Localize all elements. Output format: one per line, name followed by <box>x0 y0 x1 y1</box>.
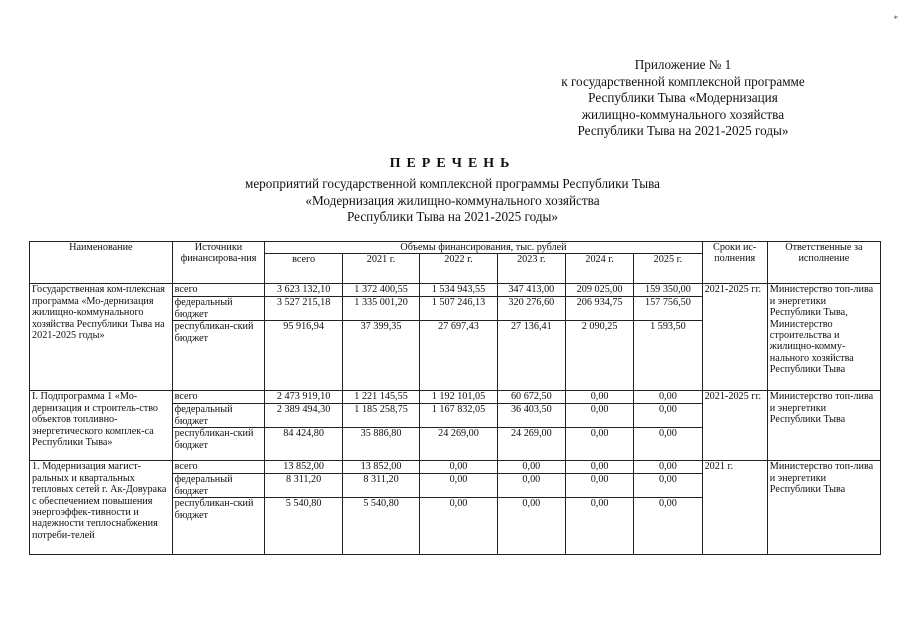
appendix-line: жилищно-коммунального хозяйства <box>581 106 785 122</box>
header-total: всего <box>265 254 342 284</box>
value-cell-year: 24 269,00 <box>497 428 565 461</box>
value-cell-year: 320 276,60 <box>497 297 565 321</box>
subtitle-line: Республики Тыва на 2021-2025 годы» <box>346 209 559 224</box>
value-cell-year: 13 852,00 <box>342 461 419 474</box>
value-cell-total: 95 916,94 <box>265 321 342 391</box>
appendix-line: Республики Тыва «Модернизация <box>588 90 778 105</box>
value-cell-year: 1 372 400,55 <box>342 284 419 297</box>
value-cell-year: 0,00 <box>565 474 633 498</box>
row-name-cell: I. Подпрограмма 1 «Мо-дернизация и строитель-ство объектов топливно-энергетического комплек-са Республики Тыва» <box>30 391 173 461</box>
value-cell-total: 5 540,80 <box>265 498 342 555</box>
value-cell-total: 3 527 215,18 <box>265 297 342 321</box>
source-cell: федеральный бюджет <box>172 297 265 321</box>
header-deadline: Сроки ис-полнения <box>702 242 767 284</box>
value-cell-year: 1 507 246,13 <box>420 297 497 321</box>
value-cell-year: 1 221 145,55 <box>342 391 419 404</box>
document-title: ПЕРЕЧЕНЬ <box>389 156 516 171</box>
header-year-2022: 2022 г. <box>420 254 497 284</box>
value-cell-year: 60 672,50 <box>497 391 565 404</box>
value-cell-year: 0,00 <box>420 461 497 474</box>
header-name: Наименование <box>30 242 173 284</box>
source-cell: республикан-ский бюджет <box>172 428 265 461</box>
value-cell-year: 0,00 <box>420 498 497 555</box>
responsible-cell: Министерство топ-лива и энергетики Республики Тыва <box>767 461 880 555</box>
header-year-2021: 2021 г. <box>342 254 419 284</box>
row-name-cell: 1. Модернизация магист-ральных и квартальных тепловых сетей г. Ак-Довурака с обеспечением повышения энергоэффек-тивности и надежности теплоснабжения потреби-телей <box>30 461 173 555</box>
value-cell-year: 206 934,75 <box>565 297 633 321</box>
value-cell-year: 1 185 258,75 <box>342 404 419 428</box>
value-cell-year: 5 540,80 <box>342 498 419 555</box>
deadline-cell: 2021-2025 гг. <box>702 284 767 391</box>
value-cell-year: 1 593,50 <box>634 321 702 391</box>
value-cell-total: 3 623 132,10 <box>265 284 342 297</box>
value-cell-year: 0,00 <box>565 404 633 428</box>
subtitle-line: «Модернизация жилищно-коммунального хозяйства <box>305 192 600 208</box>
table-row <box>30 284 881 297</box>
table-row <box>30 391 881 404</box>
funding-table <box>29 241 881 555</box>
header-responsible: Ответственные за исполнение <box>767 242 880 284</box>
value-cell-year: 8 311,20 <box>342 474 419 498</box>
value-cell-total: 8 311,20 <box>265 474 342 498</box>
header-sources: Источники финансирова-ния <box>172 242 265 284</box>
header-year-2025: 2025 г. <box>634 254 702 284</box>
header-year-2024: 2024 г. <box>565 254 633 284</box>
responsible-cell: Министерство топ-лива и энергетики Республики Тыва, Министерство строительства и жилищно-комму-нального хозяйства Республики Тыва <box>767 284 880 391</box>
value-cell-year: 1 192 101,05 <box>420 391 497 404</box>
value-cell-year: 0,00 <box>497 498 565 555</box>
source-cell: всего <box>172 284 265 297</box>
source-cell: республикан-ский бюджет <box>172 498 265 555</box>
subtitle-line: мероприятий государственной комплексной программы Республики Тыва <box>244 176 661 191</box>
value-cell-year: 2 090,25 <box>565 321 633 391</box>
value-cell-year: 0,00 <box>634 404 702 428</box>
document-subtitle <box>0 176 905 226</box>
value-cell-year: 1 534 943,55 <box>420 284 497 297</box>
value-cell-year: 0,00 <box>634 498 702 555</box>
value-cell-year: 27 136,41 <box>497 321 565 391</box>
header-year-2023: 2023 г. <box>497 254 565 284</box>
value-cell-year: 159 350,00 <box>634 284 702 297</box>
value-cell-year: 37 399,35 <box>342 321 419 391</box>
value-cell-total: 2 473 919,10 <box>265 391 342 404</box>
table-row <box>30 461 881 474</box>
value-cell-year: 35 886,80 <box>342 428 419 461</box>
value-cell-year: 0,00 <box>420 474 497 498</box>
value-cell-year: 1 335 001,20 <box>342 297 419 321</box>
source-cell: федеральный бюджет <box>172 474 265 498</box>
value-cell-year: 209 025,00 <box>565 284 633 297</box>
corner-mark: * <box>893 14 898 24</box>
value-cell-year: 0,00 <box>634 428 702 461</box>
appendix-line: Приложение № 1 <box>634 57 732 72</box>
value-cell-year: 1 167 832,05 <box>420 404 497 428</box>
source-cell: всего <box>172 391 265 404</box>
value-cell-year: 0,00 <box>497 461 565 474</box>
row-name-cell: Государственная ком-плексная программа «Мо-дернизация жилищно-коммунального хозяйства Республики Тыва на 2021-2025 годы» <box>30 284 173 391</box>
appendix-line: к государственной комплексной программе <box>561 73 805 89</box>
value-cell-year: 157 756,50 <box>634 297 702 321</box>
value-cell-year: 36 403,50 <box>497 404 565 428</box>
value-cell-year: 24 269,00 <box>420 428 497 461</box>
value-cell-year: 27 697,43 <box>420 321 497 391</box>
value-cell-year: 0,00 <box>634 461 702 474</box>
value-cell-total: 84 424,80 <box>265 428 342 461</box>
source-cell: федеральный бюджет <box>172 404 265 428</box>
deadline-cell: 2021-2025 гг. <box>702 391 767 461</box>
source-cell: республикан-ский бюджет <box>172 321 265 391</box>
value-cell-year: 0,00 <box>634 391 702 404</box>
value-cell-year: 0,00 <box>565 498 633 555</box>
appendix-block <box>533 57 833 140</box>
value-cell-year: 347 413,00 <box>497 284 565 297</box>
header-funding: Объемы финансирования, тыс. рублей <box>265 242 702 254</box>
value-cell-year: 0,00 <box>565 428 633 461</box>
value-cell-year: 0,00 <box>497 474 565 498</box>
value-cell-total: 2 389 494,30 <box>265 404 342 428</box>
value-cell-year: 0,00 <box>565 391 633 404</box>
appendix-line: Республики Тыва на 2021-2025 годы» <box>577 123 789 138</box>
value-cell-total: 13 852,00 <box>265 461 342 474</box>
deadline-cell: 2021 г. <box>702 461 767 555</box>
source-cell: всего <box>172 461 265 474</box>
value-cell-year: 0,00 <box>565 461 633 474</box>
responsible-cell: Министерство топ-лива и энергетики Республики Тыва <box>767 391 880 461</box>
value-cell-year: 0,00 <box>634 474 702 498</box>
